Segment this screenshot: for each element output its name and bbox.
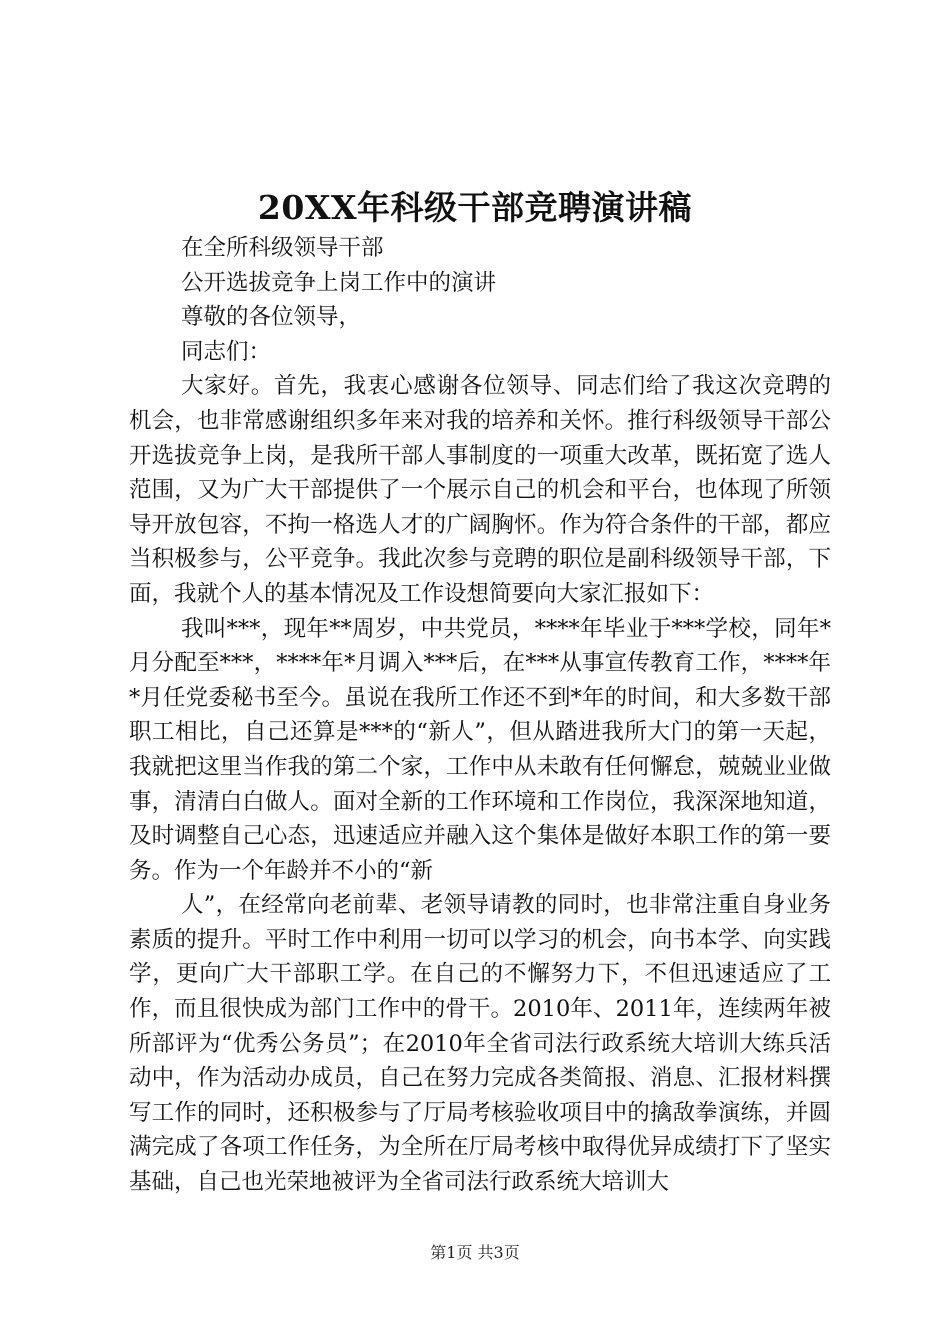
paragraph-greeting: 同志们： [181,338,272,365]
paragraph-opening: 大家好。首先，我衷心感谢各位领导、同志们给了我这次竞聘的机会，也非常感谢组织多年来对我的培养和关怀。推行科级领导干部公开选拔竞争上岗，是我所干部人事制度的一项重大改革，既拓宽了选人范围，又为广大干部提供了一个展示自己的机会和平台，也体现了所领导开放包容，不拘一格选人才的广阔胸怀。作为符合条件的干部，都应当积极参与，公平竞争。我此次参与竞聘的职位是副科级领导干部，下面，我就个人的基本情况及工作设想简要向大家汇报如下： [129,373,831,607]
paragraph-heading-line-1: 在全所科级领导干部 [181,235,384,261]
paragraph-self-introduction: 我叫***，现年**周岁，中共党员，****年毕业于***学校，同年*月分配至***，****年*月调入***后，在***从事宣传教育工作，****年*月任党委秘书至今。虽说在我所工作还不到*年的时间，和大多数干部职工相比，自己还算是***的“新人”，但从踏进我所大门的第一天起，我就把这里当作我的第二个家，工作中从未敢有任何懈怠，兢兢业业做事，清清白白做人。面对全新的工作环境和工作岗位，我深深地知道，及时调整自己心态，迅速适应并融入这个集体是做好本职工作的第一要务。作为一个年龄并不小的“新 [129,615,831,884]
document-title: 20XX年科级干部竞聘演讲稿 [257,188,693,227]
paragraph-achievements: 人”，在经常向老前辈、老领导请教的同时，也非常注重自身业务素质的提升。平时工作中利用一切可以学习的机会，向书本学、向实践学，更向广大干部职工学。在自己的不懈努力下，不但迅速适应了工作，而且很快成为部门工作中的骨干。2010年、2011年，连续两年被所部评为“优秀公务员”；在2010年全省司法行政系统大培训大练兵活动中，作为活动办成员，自己在努力完成各类简报、消息、汇报材料撰写工作的同时，还积极参与了厅局考核验收项目中的擒敌拳演练，并圆满完成了各项工作任务，为全所在厅局考核中取得优异成绩打下了坚实基础，自己也光荣地被评为全省司法行政系统大培训大 [129,892,831,1196]
paragraph-heading-line-2: 公开选拔竞争上岗工作中的演讲 [181,269,497,296]
document-body [129,231,831,1200]
page-number-footer: 第1页 共3页 [430,1243,520,1262]
paragraph-salutation: 尊敬的各位领导， [181,304,362,331]
